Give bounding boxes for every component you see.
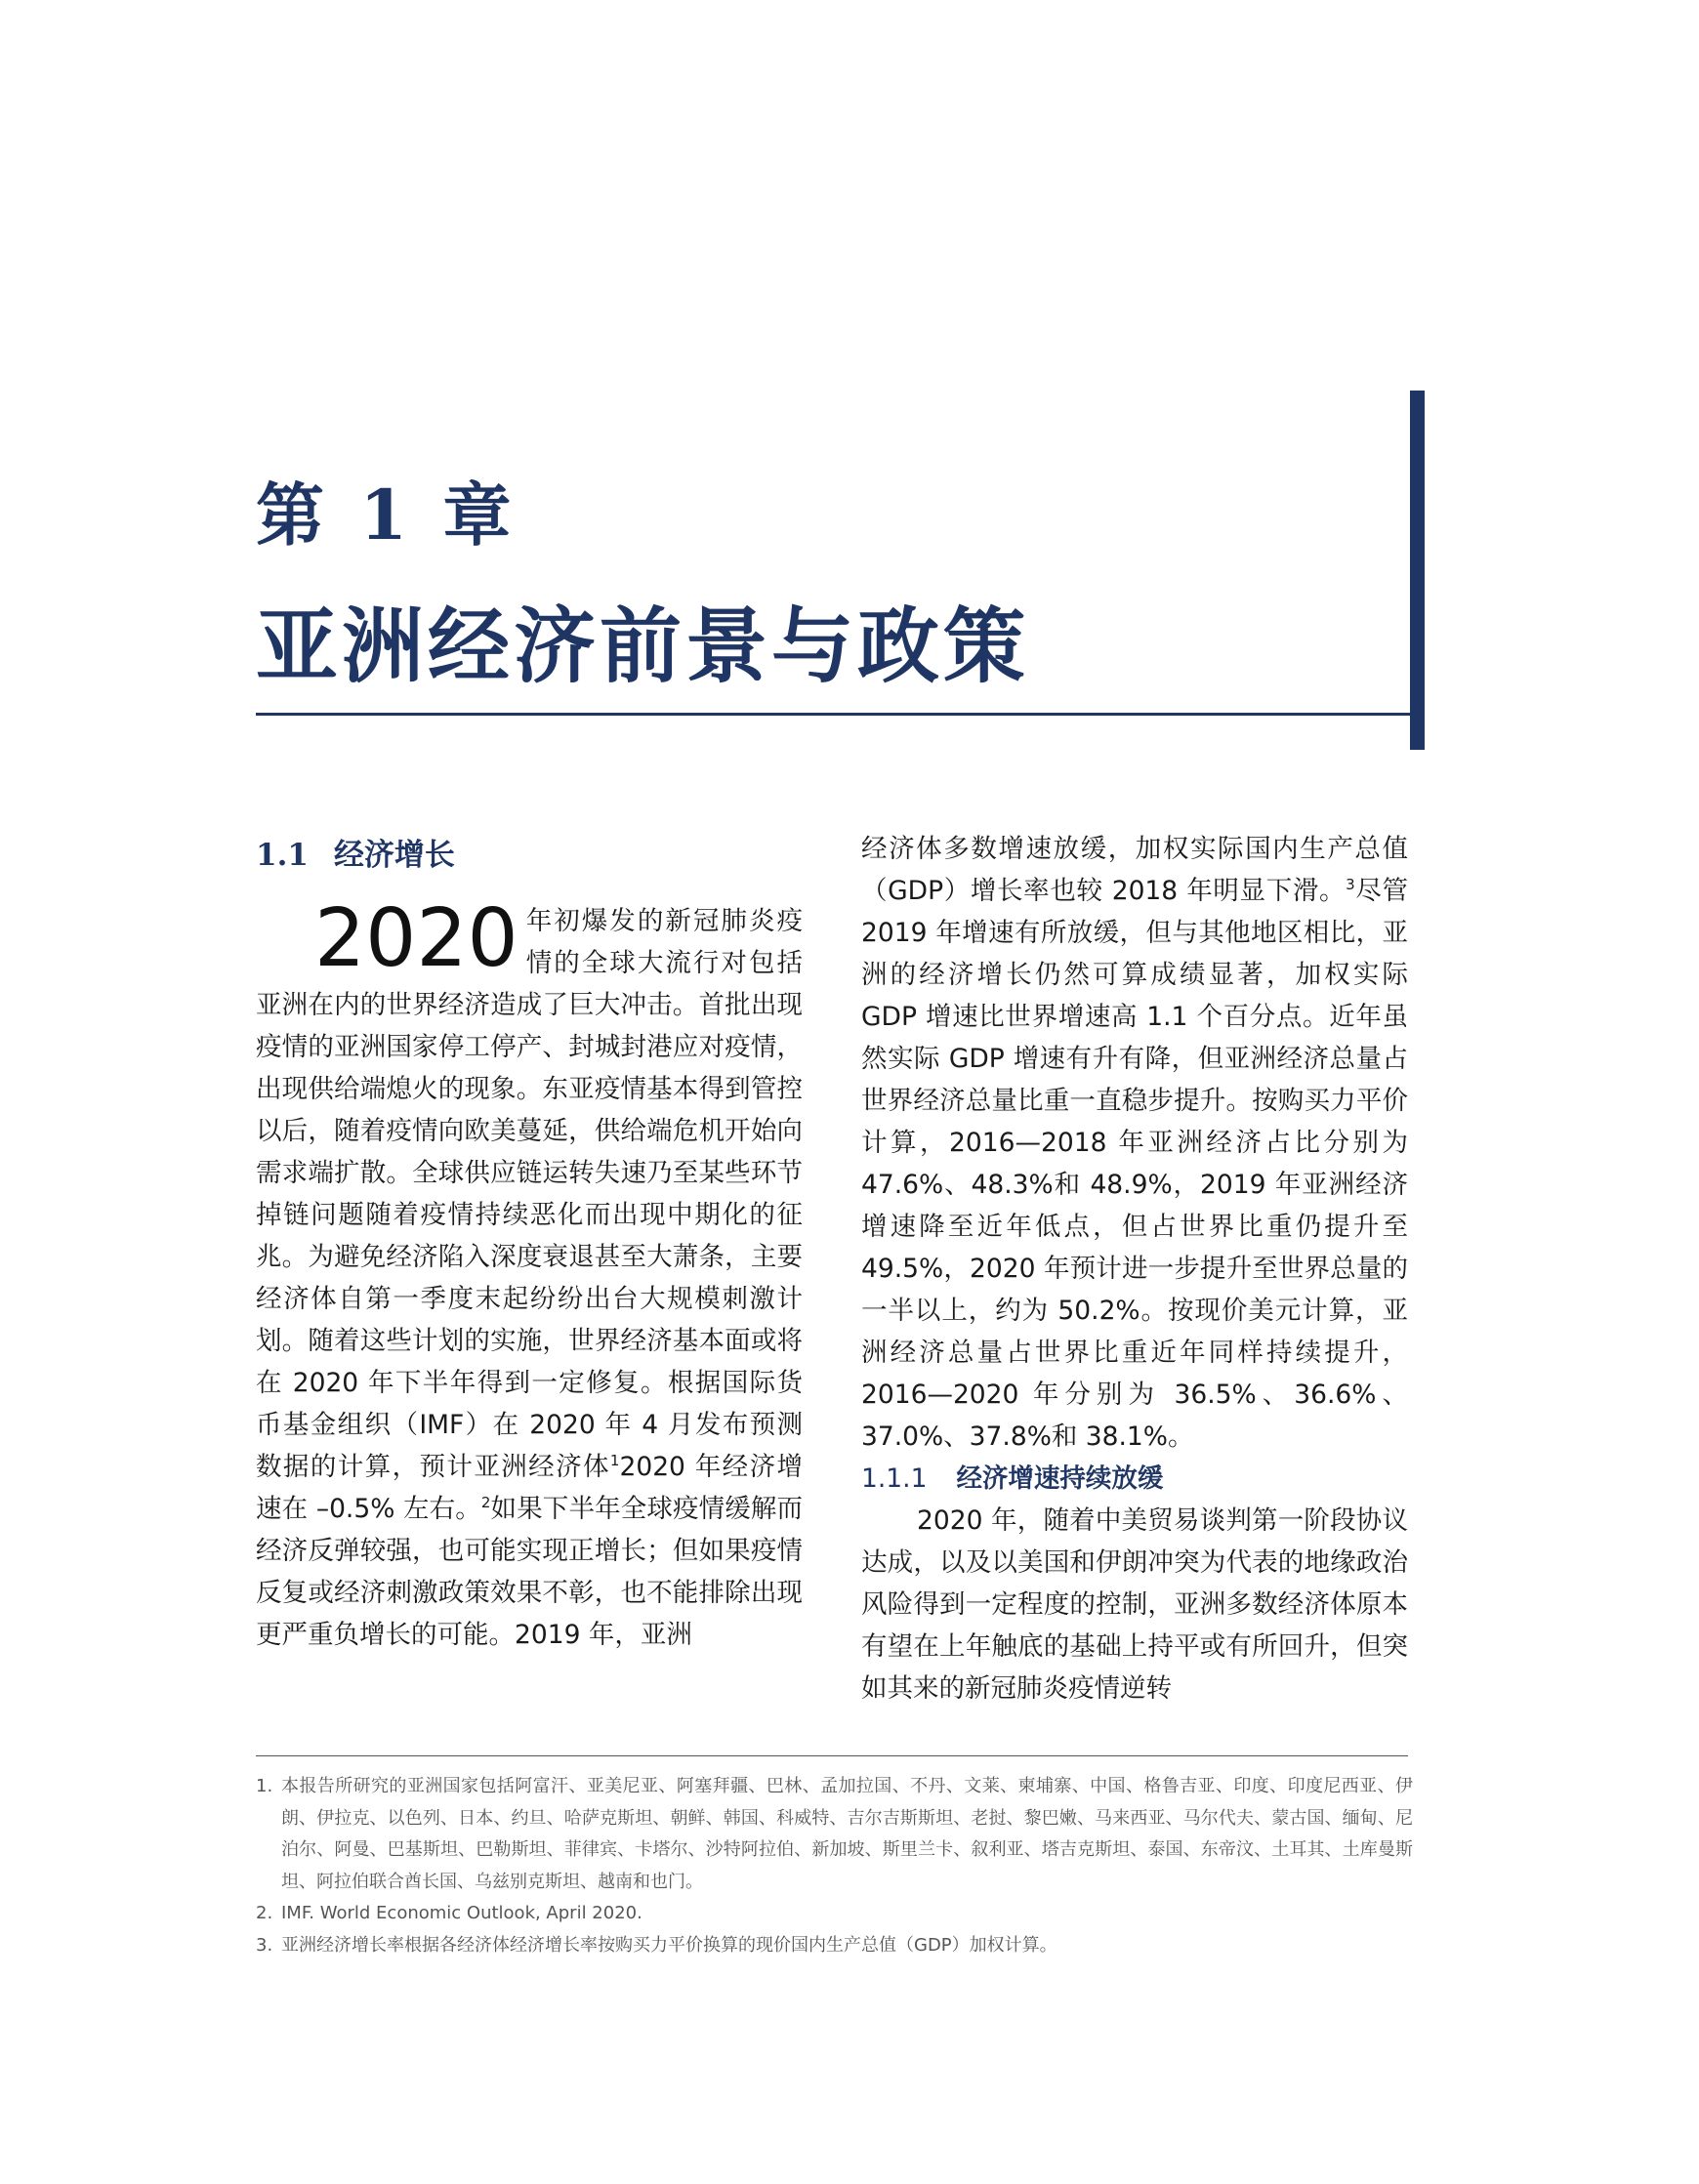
section-number: 1.1 <box>256 838 309 873</box>
subsection-heading <box>861 1458 1408 1500</box>
title-underline <box>256 713 1425 716</box>
footnote-divider <box>256 1755 1408 1756</box>
drop-cap: 2020 <box>314 892 518 985</box>
body-paragraph <box>256 892 804 1656</box>
footnote-text: 亚洲经济增长率根据各经济体经济增长率按购买力平价换算的现价国内生产总值（GDP）加权计算。 <box>281 1934 1057 1956</box>
body-paragraph: 2020 年，随着中美贸易谈判第一阶段协议达成，以及以美国和伊朗冲突为代表的地缘政治风险得到一定程度的控制，亚洲多数经济体原本有望在上年触底的基础上持平或有所回升，但突如其来的新冠肺炎疫情逆转 <box>861 1505 1408 1704</box>
paragraph-text: 经济体多数增速放缓，加权实际国内生产总值（GDP）增长率也较 2018 年明显下滑。 <box>861 834 1408 906</box>
paragraph-text: 尽管 2019 年增速有所放缓，但与其他地区相比，亚洲的经济增长仍然可算成绩显著，加权实际 GDP 增速比世界增速高 1.1 个百分点。近年虽然实际 GDP 增速有升有降，但亚洲经济总量占世界经济总量比重一直稳步提升。按购买力平价计算，2016—2018 年亚洲经济占比分别为 47.6%、48.3%和 48.9%，2019 年亚洲经济增速降至近年低点，但占世界比重仍提升至 49.5%，2020 年预计进一步提升至世界总量的一半以上，约为 50.2%。按现价美元计算，亚洲经济总量占世界比重近年同样持续提升，2016—2020 年分别为 36.5%、36.6%、37.0%、37.8%和 38.1%。 <box>861 876 1408 1452</box>
footnote-text: 本报告所研究的亚洲国家包括阿富汗、亚美尼亚、阿塞拜疆、巴林、孟加拉国、不丹、文莱、柬埔寨、中国、格鲁吉亚、印度、印度尼西亚、伊朗、伊拉克、以色列、日本、约旦、哈萨克斯坦、朝鲜、韩国、科威特、吉尔吉斯斯坦、老挝、黎巴嫩、马来西亚、马尔代夫、蒙古国、缅甸、尼泊尔、阿曼、巴基斯坦、巴勒斯坦、菲律宾、卡塔尔、沙特阿拉伯、新加坡、斯里兰卡、叙利亚、塔吉克斯坦、泰国、东帝汶、土耳其、土库曼斯坦、阿拉伯联合酋长国、乌兹别克斯坦、越南和也门。 <box>281 1776 1413 1892</box>
section-heading <box>256 828 803 883</box>
footnotes <box>256 1771 1413 1961</box>
footnote-number: 3. <box>256 1934 273 1956</box>
right-column <box>861 828 1408 1710</box>
paragraph-text: 2020 年经济增速在 –0.5% 左右。 <box>256 1452 803 1524</box>
footnote-ref-2[interactable]: 2 <box>480 1494 491 1512</box>
paragraph-text: 如果下半年全球疫情缓解而经济反弹较强，也可能实现正增长；但如果疫情反复或经济刺激政策效果不彰，也不能排除出现更严重负增长的可能。2019 年，亚洲 <box>256 1494 804 1650</box>
footnote-item <box>256 1930 1413 1962</box>
subsection-title: 经济增速持续放缓 <box>956 1463 1164 1494</box>
body-paragraph <box>861 828 1408 1458</box>
footnote-text: IMF. World Economic Outlook, April 2020. <box>281 1903 642 1923</box>
section-title: 经济增长 <box>333 838 455 873</box>
footnote-ref-3[interactable]: 3 <box>1346 876 1355 894</box>
left-column <box>256 828 803 1656</box>
paragraph-text: 年初爆发的新冠肺炎疫情的全球大流行对包括亚洲在内的世界经济造成了巨大冲击。首批出现疫情的亚洲国家停工停产、封城封港应对疫情，出现供给端熄火的现象。东亚疫情基本得到管控以后，随着疫情向欧美蔓延，供给端危机开始向需求端扩散。全球供应链运转失速乃至某些环节掉链问题随着疫情持续恶化而出现中期化的征兆。为避免经济陷入深度衰退甚至大萧条，主要经济体自第一季度末起纷纷出台大规模刺激计划。随着这些计划的实施，世界经济基本面或将在 2020 年下半年得到一定修复。根据国际货币基金组织（IMF）在 2020 年 4 月发布预测数据的计算，预计亚洲经济体 <box>256 906 803 1482</box>
chapter-accent-bar <box>1410 391 1425 750</box>
chapter-number: 第 1 章 <box>256 474 518 556</box>
footnote-item <box>256 1771 1413 1898</box>
footnote-number: 2. <box>256 1903 273 1923</box>
footnote-item <box>256 1898 1413 1930</box>
chapter-title: 亚洲经济前景与政策 <box>256 598 1030 694</box>
footnote-number: 1. <box>256 1776 273 1796</box>
subsection-number: 1.1.1 <box>861 1463 928 1494</box>
footnote-ref-1[interactable]: 1 <box>609 1452 620 1470</box>
